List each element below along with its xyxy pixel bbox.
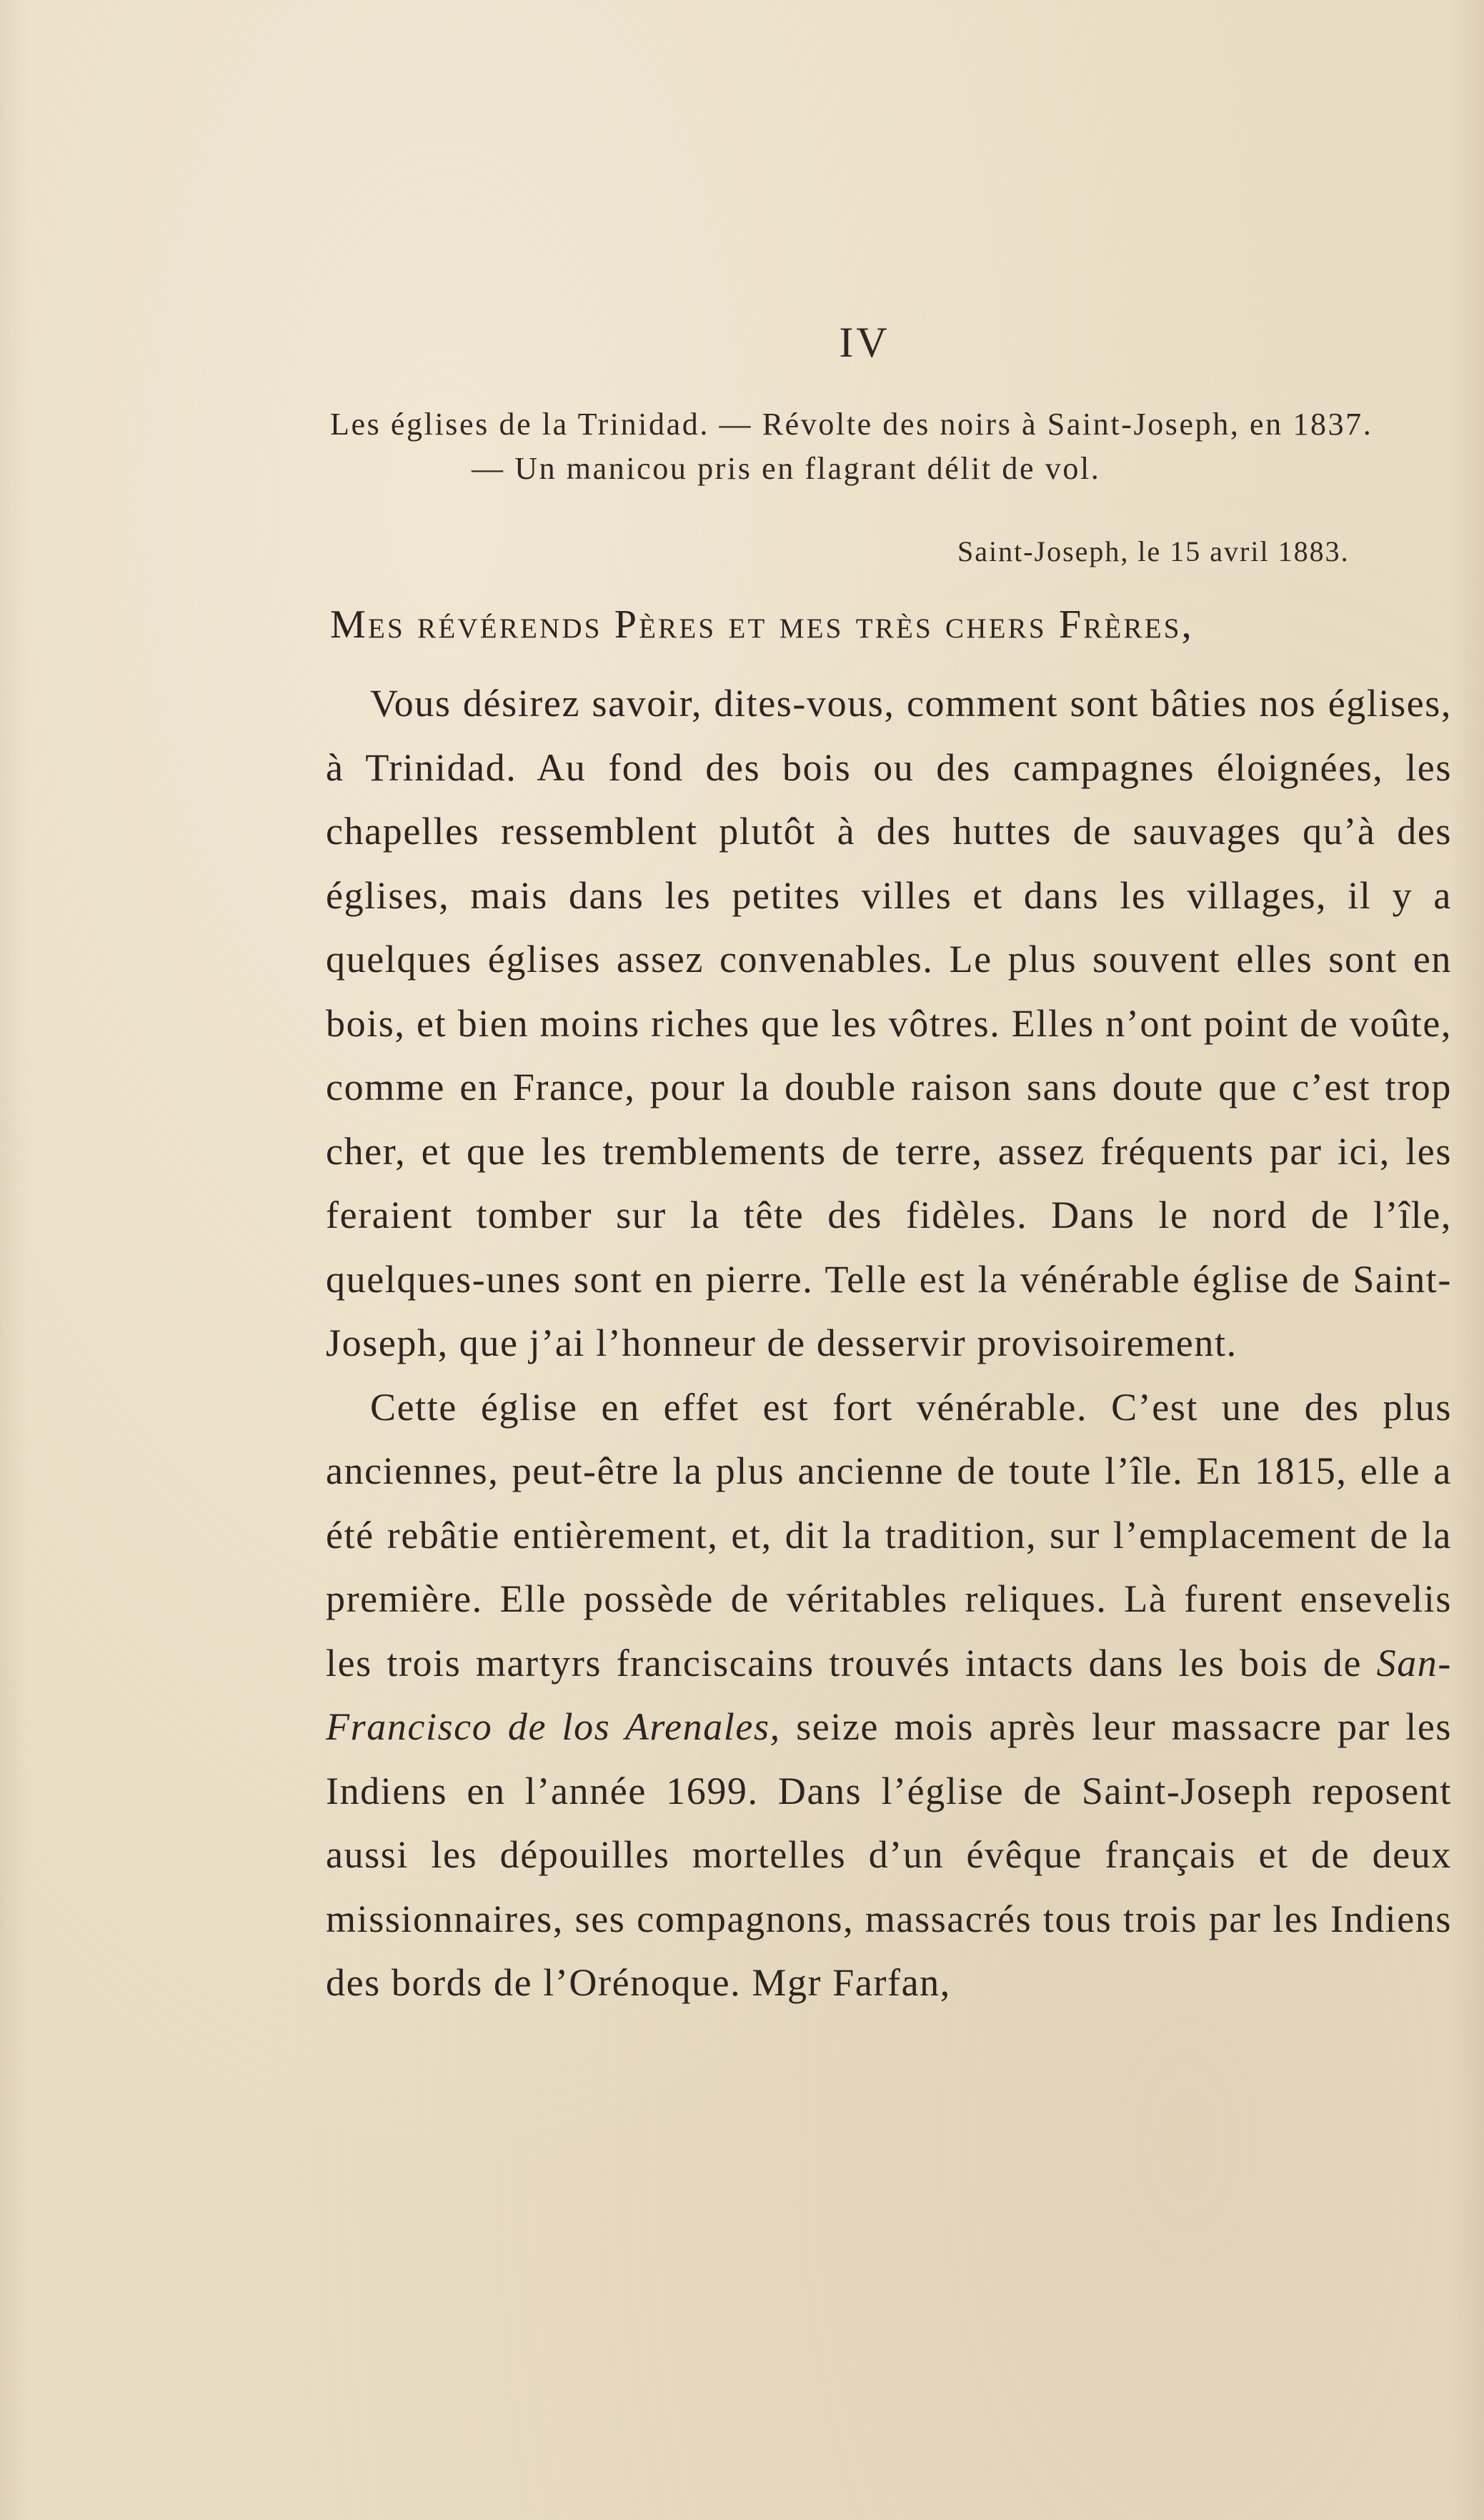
letter-body — [326, 672, 1452, 2015]
chapter-summary-line-2: — Un manicou pris en flagrant délit de vol. — [472, 451, 1101, 486]
paragraph-2-text-a: Cette église en effet est fort vénérable. C’est une des plus anciennes, peut-être la plus ancienne de toute l’île. En 1815, elle a été rebâtie entièrement, et, dit la tradition, sur l’emplacement de la première. Elle possède de véritables reliques. Là furent ensevelis les trois martyrs franciscains trouvés intacts dans les bois de — [326, 1385, 1452, 1685]
paragraph-2-text-b: seize mois après leur massacre par les Indiens en l’année 1699. Dans l’église de Saint-Joseph reposent aussi les dépouilles mortelles d’un évêque français et de deux missionnaires, ses compagnons, massacrés tous trois par les Indiens des bords de l’Orénoque. Mgr Farfan, — [326, 1705, 1452, 2004]
paragraph-1: Vous désirez savoir, dites-vous, comment sont bâties nos églises, à Trinidad. Au fond des bois ou des campagnes éloignées, les chapelles ressemblent plutôt à des huttes de sauvages qu’à des églises, mais dans les petites villes et dans les villages, il y a quelques églises assez convenables. Le plus souvent elles sont en bois, et bien moins riches que les vôtres. Elles n’ont point de voûte, comme en France, pour la double raison sans doute que c’est trop cher, et que les tremblements de terre, assez fréquents par ici, les feraient tomber sur la tête des fidèles. Dans le nord de l’île, quelques-unes sont en pierre. Telle est la vénérable église de Saint-Joseph, que j’ai l’honneur de desservir provisoirement. — [326, 682, 1452, 1364]
paragraph-2 — [326, 1376, 1452, 2015]
chapter-summary-line-1: Les églises de la Trinidad. — Révolte des noirs à Saint-Joseph, en 1837. — [330, 407, 1373, 442]
letter-dateline: Saint-Joseph, le 15 avril 1883. — [957, 535, 1350, 567]
place-name-italic: San-Francisco de los Arenales, — [326, 1641, 1452, 1748]
chapter-number: IV — [839, 319, 890, 366]
letter-salutation: Mes révérends Pères et mes très chers Frères, — [330, 602, 1194, 647]
